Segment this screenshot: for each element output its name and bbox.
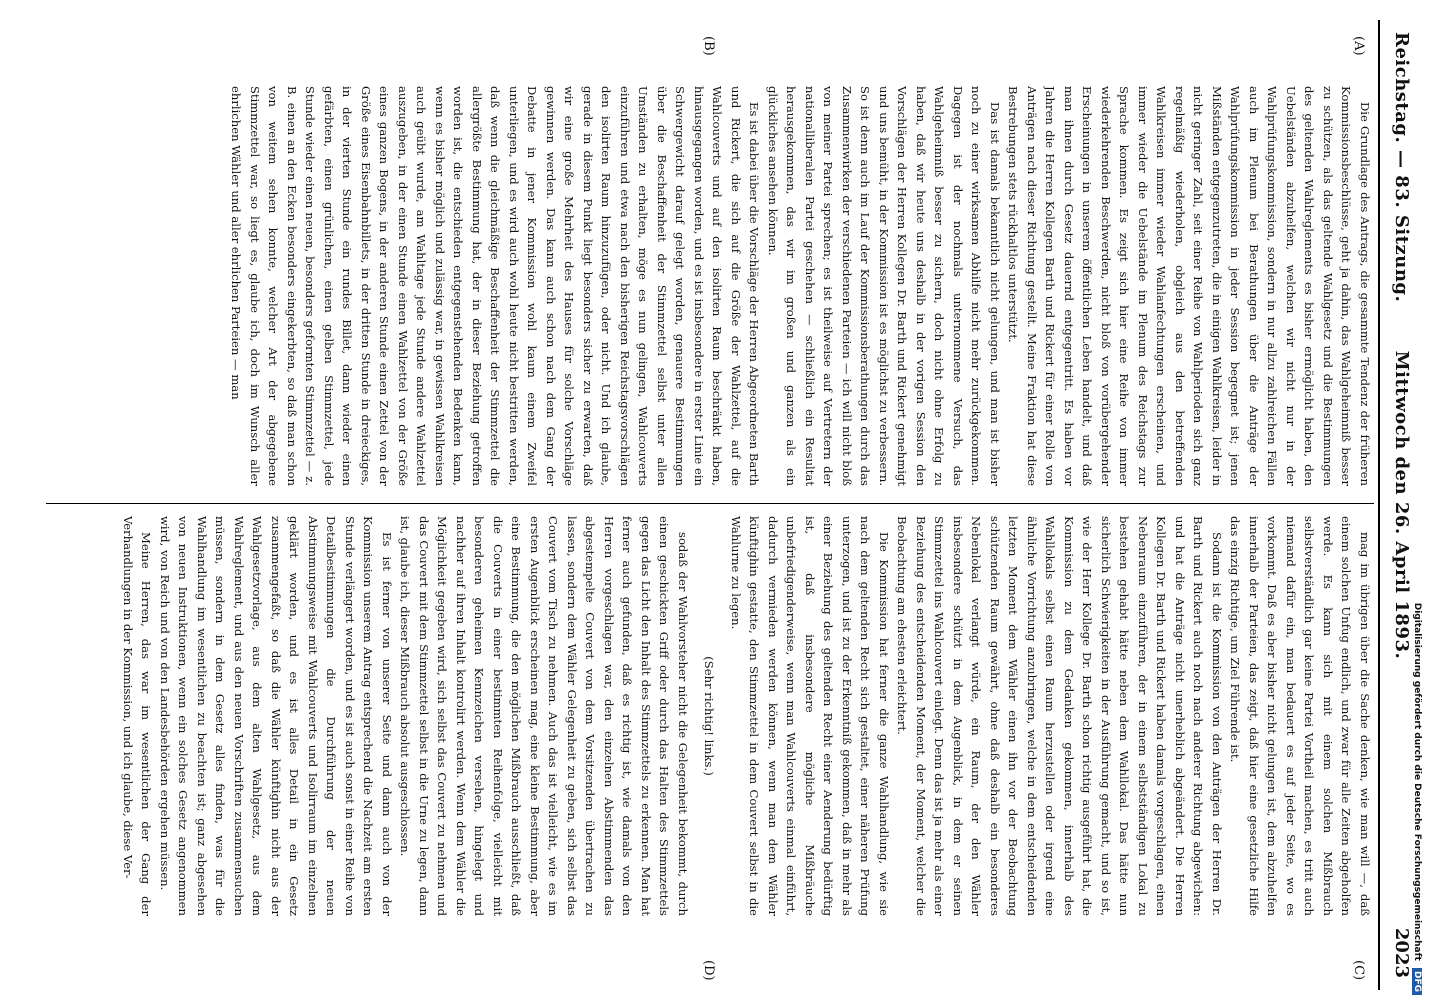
paragraph: Die Grundlage des Antrags, die gesammte Tendenz der früheren Kommissionsbeschlüsse, geht ja dahin, das Wahlgeheimniß besser zu schützen, als das geltende Wahlgesetz und die Bestimmungen des geltenden Wahlreglements es bisher ermöglicht haben, den Uebelständen abzuhelfen, welchen wir nicht nur in der Wahlprüfungskommission, sondern in nur allzu zahlreichen Fällen auch im Plenum bei Berathungen über die Anträge der Wahlprüfungskommission in jeder Session begegnet ist; jenen Mißständen entgegenzutreten, die in einigen Wahlkreisen, leider in nicht geringer Zahl, seit einer Reihe von Wahlperioden sich ganz regelmäßig wiederholen, obgleich aus den betreffenden Wahlkreisen immer wieder Wahlanfechtungen erscheinen, und immer wieder die Uebelstände im Plenum des Reichstags zur Sprache kommen. Es zeigt sich hier eine Reihe von immer wiederkehrenden Beschwerden, nicht bloß von vorübergehender Erscheinungen in unserem öffentlichen Leben handelt, und daß man ihnen durch Gesetz dauernd entgegentritt. Es haben vor Jahren die Herren Kollegen Barth und Rickert für einer Rolle von Anträgen nach dieser Richtung gestellt. Meine Fraktion hat diese Bestrebungen stets rückhaltlos unterstützt. — [1006, 86, 1372, 486]
left-text-column — [46, 86, 1374, 486]
paragraph: Es ist dabei über die Vorschläge der Herren Abgeordneten Barth und Rickert, die sich auf die Größe der Wahlzettel, auf die Wahlcouverts und auf den isolirten Raum beschränkt haben, hinausgegangen worden, und es ist insbesondere in erster Linie ein Schwergewicht darauf gelegt worden, genauere Bestimmungen über die Beschaffenheit der Stimmzettel selbst unter allen Umständen zu erhalten, möge es nun gelingen, Wahlcouverts einzuführen und etwa nach den bisherigen Reichstagsvorschlägen den isolirten Raum hinzuzufügen, oder nicht. Und ich glaube, gerade in diesem Punkt liegt besonders sicher zu erwarten, daß wir eine große Mehrheit des Hauses für solche Vorschläge gewinnen werden. Das kann auch schon nach dem Gang der Debatte in jener Kommission wohl kaum einem Zweifel unterliegen, und es wird auch wohl heute nicht bestritten werden, daß wenn die gleichmäßige Beschaffenheit der Stimmzettel die allergrößte Bestimmung hat, der in dieser Beziehung getroffen worden ist, die entschieden entgegenstehenden Bedenken kann, wenn es bisher möglich und zulässig war, in gewissen Wahlkreisen auch geübt wurde, am Wahltage jede Stunde andere Wahlzettel auszugeben, in der einen Stunde einen Wahlzettel von der Größe eines ganzen Bogens, in der anderen Stunde einen Zettel von der Größe eines Eisenbahnbillets, in der dritten Stunde in dreieckiges, in der vierten Stunde ein rundes Billet, dann wieder einen gefärbten, einen grünlichen, einen gelben Stimmzettel, jede Stunde wieder einen neuen, besonders geformten Stimmzettel — z. B. einen an den Ecken besonders eingekerbten, so daß man schon von weitem sehen konnte, welcher Art der abgegebene Stimmzettel war, so liegt es, glaube ich, doch im Wunsch aller ehrlichen Wähler und aller ehrlichen Parteien — man — [229, 86, 762, 486]
paragraph: Meine Herren, das war im wesentlichen der Gang der Verhandlungen in der Kommission, und ich glaube, diese Ver- — [121, 516, 154, 916]
page-number: 2023 — [1391, 927, 1412, 978]
margin-marker-b: (B) — [701, 36, 716, 56]
paragraph: mag im übrigen über die Sache denken, wie man will —, daß einem solchen Unfug endlich, und zwar für alle Zeiten abgeholfen werde. Es kann sich mit einem solchen Mißbrauch selbstverständlich gar keine Partei Vortheil machen, es tritt auch niemand dafür ein, man bedauert es auf jeder Seite, wo es vorkommt. Daß es aber bisher nicht gelungen ist, dem abzuhelfen innerhalb der Parteien, das zeigt, daß hier eine gesetzliche Hilfe das einzig Richtige, um Ziel Führende ist. — [1228, 516, 1372, 916]
paragraph: sodaß der Wahlvorsteher nicht die Gelegenheit bekommt, durch einen geschickten Griff oder durch das Halten des Stimmzettels gegen das Licht den Inhalt des Stimmzettels zu erkennen. Man hat ferner auch gefunden, daß es richtig ist, wie damals von den Herren vorgeschlagen war, den einzelnen Abstimmenden das abgestempelte Couvert von dem Vorsitzenden übertrachen zu lassen, sondern dem Wähler Gelegenheit zu geben, sich selbst das Couvert vom Tisch zu nehmen. Auch das ist vielleicht, wie es im ersten Augenblick erscheinen mag, eine kleine Bestimmung, aber eine Bestimmung, die den möglichen Mißbrauch ausschließt, daß die Couverts in einer bestimmten Reihenfolge, vielleicht mit besonderen geheimen Kennzeichen versehen, hingelegt und nachher auf ihren Inhalt kontrolirt werden. Wenn dem Wähler die Möglichkeit gegeben wird, sich selbst das Couvert zu nehmen und das Couvert mit dem Stimmzettel selbst in die Urne zu legen, dann ist, glaube ich, dieser Mißbrauch absolut ausgeschlossen. — [398, 516, 690, 916]
paragraph: Es ist ferner von unserer Seite und dann auch von der Kommission unserem Antrag entsprechend die Nachzeit am ersten Stunde verlängert worden, und es ist auch sonst in einer Reihe von Detailbestimmungen die Durchführung der neuen Abstimmungsweise mit Wahlcouverts und Isolirraum im einzelnen geklärt worden, und es ist alles Detail in ein Gesetz zusammengefaßt, so daß die Wähler künftighin nicht aus der Wahlgesetzvorlage, aus dem alten Wahlgesetz, aus dem Wahlreglement, und aus den neuen Vorschriften zusammensuchen müssen, sondern in dem Gesetz alles finden, was für die Wahlhandlung im wesentlichen zu beachten ist; ganz abgesehen von neuen Instruktionen, wenn ein solches Gesetz angenommen wird, von Reich und von den Landesbehörden ergehen müssen. — [158, 516, 394, 916]
margin-marker-d: (D) — [701, 960, 716, 981]
margin-marker-a: (A) — [1351, 36, 1366, 56]
right-text-column — [46, 516, 1374, 916]
header-date: Mittwoch den 26. April 1893. — [1391, 350, 1412, 660]
dfg-logo: DFG — [1412, 968, 1422, 995]
paragraph: Das ist damals bekanntlich nicht gelungen, und man ist bisher noch zu einer wirksamen Abhilfe nicht mehr zurückgekommen. Dagegen ist der nochmals unternommene Versuch, das Wahlgeheimniß besser zu sichern, doch nicht ohne Erfolg zu haben, daß wir heute uns deshalb in der vorigen Session den Vorschlägen der Herren Kollegen Dr. Barth und Rickert genehmigt und uns bemüht, in der Kommission ist es möglichst zu verbessern. So ist denn auch im Lauf der Kommissionsberathungen durch das Zusammenwirken der verschiedenen Parteien — ich will nicht bloß von meiner Partei sprechen; es ist theilweise auf Vertretern der nationalliberalen Partei geschehen — schließlich ein Resultat herausgekommen, das wir im großen und ganzen als ein glückliches ansehen können. — [766, 86, 1002, 486]
rotated-document-page — [38, 20, 1416, 990]
credit-text: Digitalisierung gefördert durch die Deutsche Forschungsgemeinschaft — [1412, 602, 1422, 961]
margin-marker-c: (C) — [1351, 960, 1366, 981]
header-rule — [1378, 20, 1380, 990]
paragraph: Sodann ist die Kommission von den Anträgen der Herren Dr. Barth und Rickert auch noch nach anderer Richtung abgewichen: und hat die Anträge nicht unerheblich abgeändert. Die Herren Kollegen Dr. Barth und Rickert haben damals vorgeschlagen, einen Nebenraum einzuführen, der in einem selbstständigen Lokal zu bestehen gehabt hätte neben dem Wahllokal. Das hätte nun sicherlich Schwierigkeiten in der Ausführung gemacht, und so ist, wie der Herr Kollege Dr. Barth schon richtig ausgeführt hat, die Kommission zu dem Gedanken gekommen, innerhalb des Wahllokals selbst einen Raum herzustellen oder irgend eine ähnliche Vorrichtung anzubringen, welche in dem entscheidenden letzten Moment dem Wähler einen ihn vor der Beobachtung schützenden Raum gewährt, ohne daß deshalb ein besonderes Nebenlokal verlangt würde, ein Raum, der den Wähler insbesondere schützt in dem Augenblick, in dem er seinen Stimmzettel ins Wahlcouvert einlegt. Denn das ist ja mehr als einer Beziehung des entscheidenden Moment, der Moment, welcher die Beobachtung am ehesten erleichtert. — [895, 516, 1224, 916]
paragraph: Die Kommission hat ferner die ganze Wahlhandlung, wie sie nach dem geltenden Recht sich gestaltet, einer näheren Prüfung unterzogen, und ist zu der Erkenntniß gekommen, daß in mehr als einer Beziehung des geltenden Recht einer Aenderung bedürftig ist, daß insbesondere mögliche Mißbräuche unbefriedigenderweise, wenn man Wahlcouverts einmal einführt, dadurch vermieden werden können, wenn man dem Wähler künftighin gestatte, den Stimmzettel in dem Couvert selbst in die Wahlurne zu legen. — [729, 516, 891, 916]
header-session: Reichstag. — 83. Sitzung. — [1391, 32, 1412, 303]
column-divider — [46, 503, 1374, 504]
interjection: (Sehr richtig! links.) — [702, 656, 717, 776]
